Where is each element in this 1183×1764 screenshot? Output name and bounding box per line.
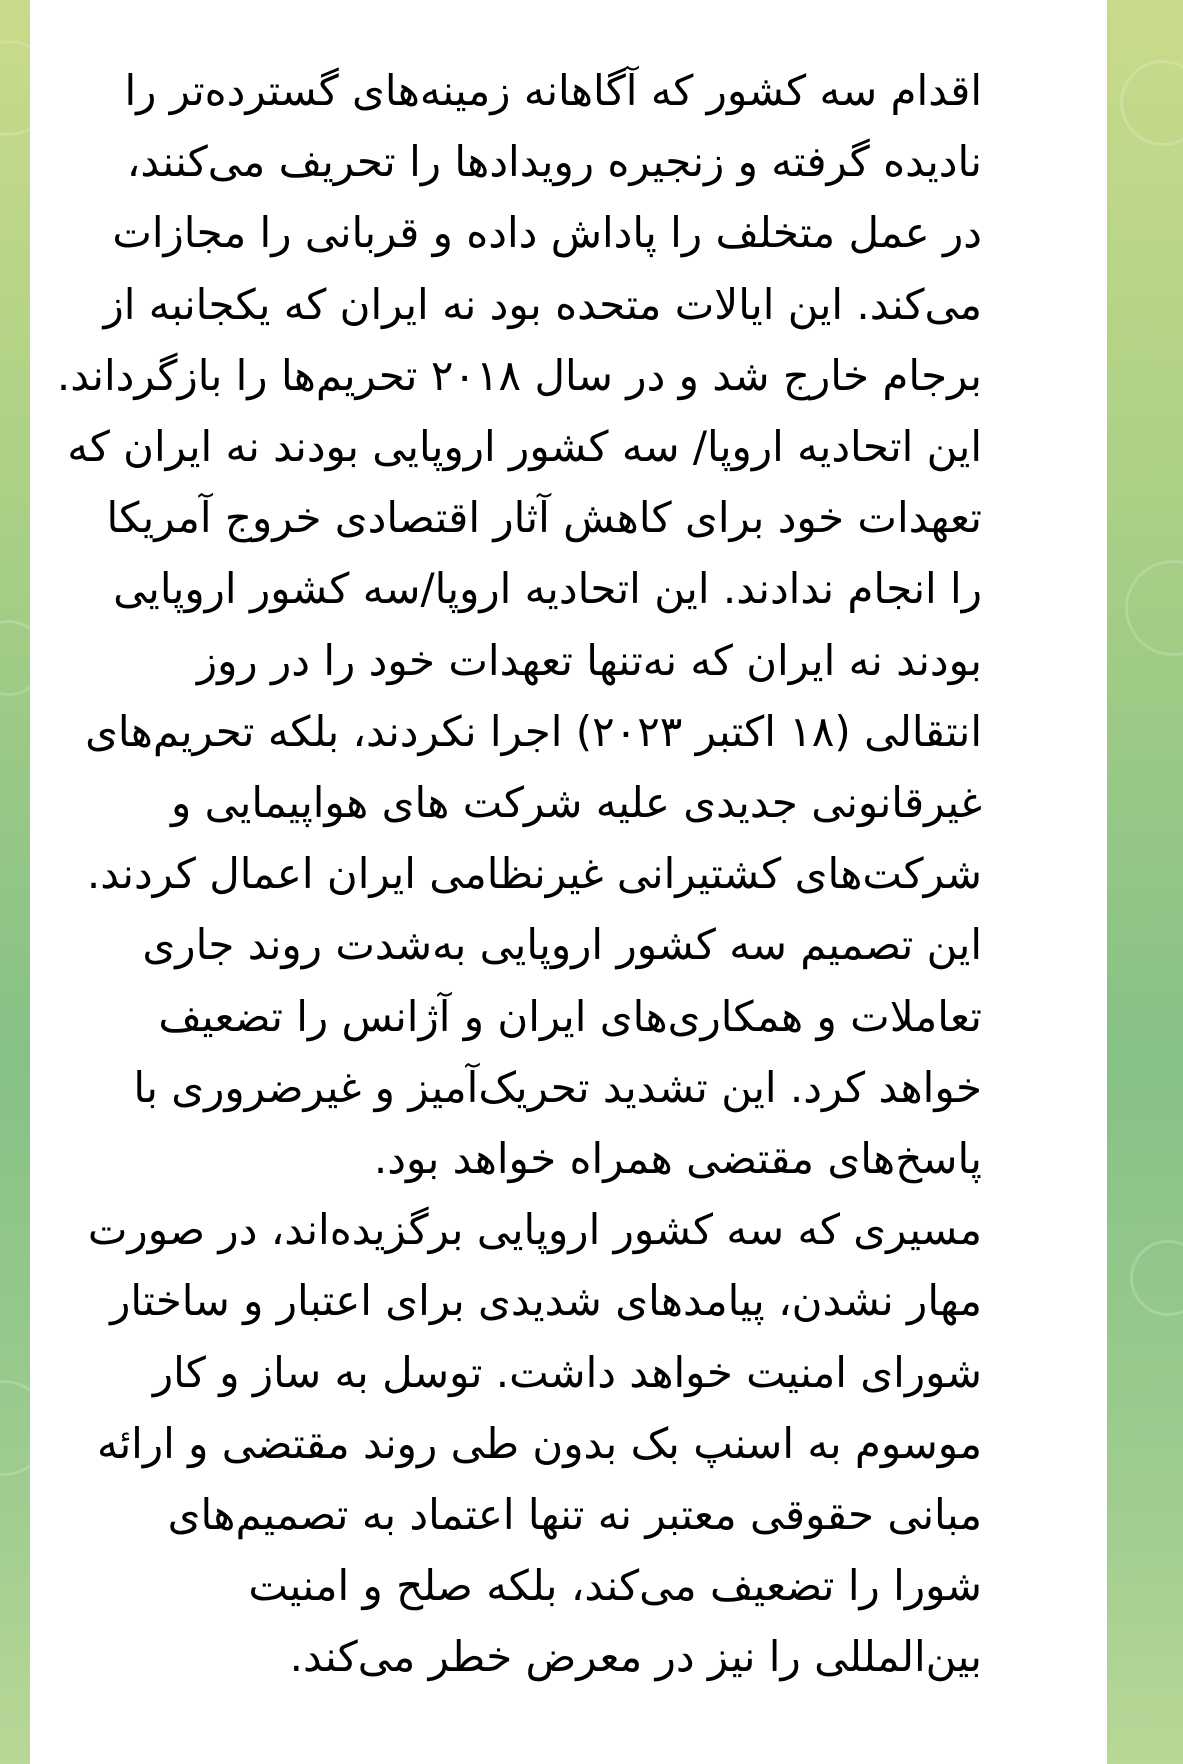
message-line: مسیری که سه کشور اروپایی برگزیده‌اند، در صورت	[87, 1205, 982, 1255]
message-line: خواهد کرد. این تشدید تحریک‌آمیز و غیرضروری با	[133, 1062, 982, 1112]
message-line: موسوم به اسنپ بک بدون طی روند مقتضی و ارائه	[96, 1418, 982, 1468]
message-line: در عمل متخلف را پاداش داده و قربانی را مجازات	[112, 208, 982, 258]
message-line: تعاملات و همکاری‌های ایران و آژانس را تضعیف	[158, 991, 982, 1041]
message-line: شورای امنیت خواهد داشت. توسل به ساز و کار	[152, 1347, 982, 1397]
message-line: می‌کند. این ایالات متحده بود نه ایران که یکجانبه از	[103, 279, 982, 329]
message-line: غیرقانونی جدیدی علیه شرکت های هواپیمایی و	[170, 778, 982, 828]
message-bubble[interactable]	[30, 0, 1107, 1764]
message-line: شرکت‌های کشتیرانی غیرنظامی ایران اعمال کردند.	[86, 849, 982, 899]
wallpaper-doodle-icon	[1125, 560, 1183, 656]
message-text	[56, 55, 982, 1693]
message-line: برجام خارج شد و در سال ۲۰۱۸ تحریم‌ها را بازگرداند.	[56, 350, 982, 400]
message-line: را انجام ندادند. این اتحادیه اروپا/سه کشور اروپایی	[113, 564, 982, 614]
message-line: این اتحادیه اروپا/ سه کشور اروپایی بودند نه ایران که	[67, 422, 982, 472]
message-line: مبانی حقوقی معتبر نه تنها اعتماد به تصمیم‌های	[167, 1490, 982, 1540]
wallpaper-doodle-icon	[1120, 60, 1183, 146]
message-line: تعهدات خود برای کاهش آثار اقتصادی خروج آمریکا	[106, 493, 982, 543]
message-line: نادیده گرفته و زنجیره رویدادها را تحریف می‌کنند،	[126, 137, 982, 187]
message-line: این تصمیم سه کشور اروپایی به‌شدت روند جاری	[142, 920, 982, 970]
message-line: مهار نشدن، پیامدهای شدیدی برای اعتبار و ساختار	[110, 1276, 982, 1326]
message-line: شورا را تضعیف می‌کند، بلکه صلح و امنیت	[248, 1561, 982, 1611]
message-line: انتقالی (۱۸ اکتبر ۲۰۲۳) اجرا نکردند، بلکه تحریم‌های	[85, 706, 982, 756]
message-line: اقدام سه کشور که آگاهانه زمینه‌های گسترده‌تر را	[124, 66, 982, 115]
message-line: بودند نه ایران که نه‌تنها تعهدات خود را در روز	[196, 635, 982, 685]
wallpaper-doodle-icon	[1130, 1240, 1183, 1316]
message-line: پاسخ‌های مقتضی همراه خواهد بود.	[373, 1134, 982, 1184]
message-line: بین‌المللی را نیز در معرض خطر می‌کند.	[289, 1632, 982, 1682]
